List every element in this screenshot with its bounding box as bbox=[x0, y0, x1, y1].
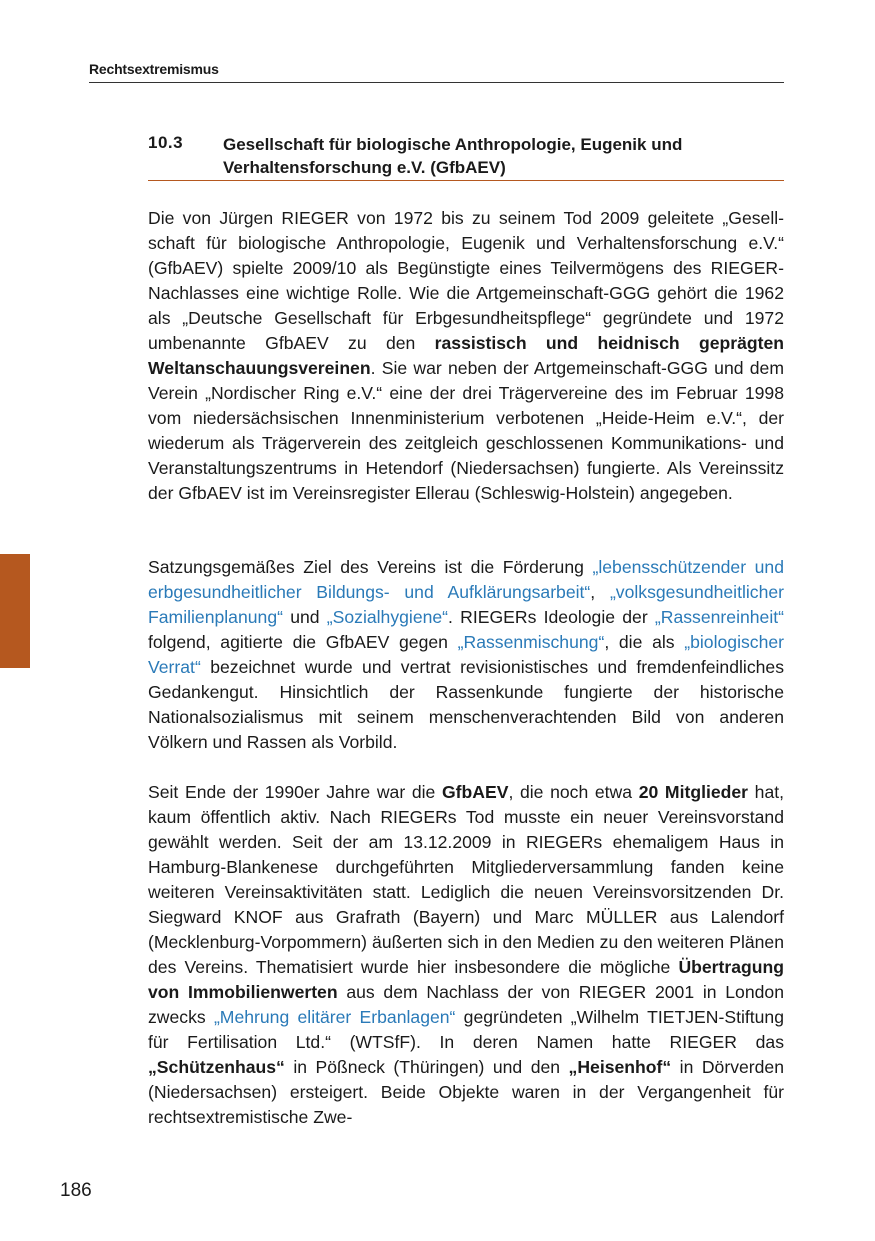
text-run: in Dörverden (Niedersachsen) ersteigert. Beide Objekte waren in der Vergangenheit für rechtsextremistische Zwe- bbox=[148, 1057, 784, 1127]
bold-run: „Schützenhaus“ bbox=[148, 1057, 285, 1077]
text-run: Die von Jürgen RIEGER von 1972 bis zu seinem Tod 2009 geleitete „Gesellschaft für biologische Anthropologie, Eugenik und Verhaltensforschung e.V.“ (GfbAEV) spielte 2009/10 als Begünstigte eines Teilvermögens des RIEGER-Nachlasses eine wichtige Rolle. Wie die Artgemeinschaft-GGG gehört die 1962 als „Deutsche Gesellschaft für Erbgesundheitspflege“ gegründete und 1972 umbenannte GfbAEV zu den bbox=[148, 208, 784, 353]
text-run: in Pößneck (Thüringen) und den bbox=[284, 1057, 569, 1077]
chapter-tab-marker bbox=[0, 554, 30, 668]
text-run: gegründeten „Wilhelm TIETJEN-Stiftung für Fertilisation Ltd.“ (WTSfF). In deren Namen hatte RIEGER das bbox=[148, 1007, 784, 1052]
bold-run: GfbAEV bbox=[441, 782, 509, 802]
section-rule bbox=[148, 180, 784, 181]
paragraph-3 bbox=[148, 780, 784, 1130]
paragraph-1 bbox=[148, 206, 784, 506]
highlight-run: „biologischer Verrat“ bbox=[148, 632, 784, 677]
text-run: . Sie war neben der Artgemeinschaft-GGG und dem Verein „Nordischer Ring e.V.“ eine der drei Trägervereine des im Februar 1998 vom niedersächsischen Innenministerium verbotenen „Heide-Heim e.V.“, der wiederum als Trägerverein des zeitgleich geschlossenen Kommunikations- und Veranstaltungszentrums in Hetendorf (Niedersachsen) fungierte. Als Vereinssitz der GfbAEV ist im Vereinsregister Ellerau (Schleswig-Holstein) angegeben. bbox=[148, 358, 784, 503]
text-run: aus dem Nachlass der von RIEGER 2001 in London zwecks bbox=[148, 982, 784, 1027]
bold-run: „Heisenhof“ bbox=[568, 1057, 672, 1077]
text-run: hat, kaum öffentlich aktiv. Nach RIEGERs Tod musste ein neuer Vereinsvorstand gewählt werden. Seit der am 13.12.2009 in RIEGERs ehemaligem Haus in Hamburg-Blankenese durchgeführten Mitgliederversammlung fanden keine weiteren Vereinsaktivitäten statt. Lediglich die neuen Vereinsvorsitzenden Dr. Siegward KNOF aus Grafrath (Bayern) und Marc MÜLLER aus Lalendorf (Mecklenburg-Vorpommern) äußerten sich in den Medien zu den weiteren Plänen des Vereins. Thematisiert wurde hier insbesondere die mögliche bbox=[148, 782, 785, 977]
highlight-run: „Rassenreinheit“ bbox=[654, 607, 784, 627]
bold-run: Übertragung von Immobilienwerten bbox=[148, 957, 784, 1002]
paragraph-2 bbox=[148, 555, 784, 755]
highlight-run: „lebensschützender und erbgesundheitlicher Bildungs- und Aufklärungsarbeit“ bbox=[148, 557, 784, 602]
header-rule bbox=[89, 82, 784, 83]
text-run: und bbox=[282, 607, 327, 627]
section-number: 10.3 bbox=[148, 133, 184, 152]
highlight-run: „Sozialhygiene“ bbox=[326, 607, 449, 627]
text-run: , die als bbox=[604, 632, 685, 652]
text-run: . RIEGERs Ideologie der bbox=[448, 607, 655, 627]
text-run: Satzungsgemäßes Ziel des Vereins ist die Förderung bbox=[148, 557, 593, 577]
text-run: Seit Ende der 1990er Jahre war die bbox=[148, 782, 442, 802]
text-run: , bbox=[590, 582, 610, 602]
highlight-run: „volksgesundheitlicher Familienplanung“ bbox=[148, 582, 785, 627]
section-title: Gesellschaft für biologische Anthropologie, Eugenik und Verhaltensforschung e.V. (GfbAEV) bbox=[223, 135, 683, 177]
bold-run: 20 Mitglieder bbox=[638, 782, 749, 802]
running-head: Rechtsextremismus bbox=[89, 61, 219, 77]
highlight-run: „Rassenmischung“ bbox=[457, 632, 605, 652]
text-run: bezeichnet wurde und vertrat revisionistisches und fremdenfeindliches Gedankengut. Hinsichtlich der Rassenkunde fungierte der historische Nationalsozialismus mit seinem menschenverachtenden Bild von anderen Völkern und Rassen als Vorbild. bbox=[148, 657, 784, 752]
page-number: 186 bbox=[60, 1180, 92, 1201]
text-run: folgend, agitierte die GfbAEV gegen bbox=[148, 632, 458, 652]
highlight-run: „Mehrung elitärer Erbanlagen“ bbox=[213, 1007, 456, 1027]
bold-run: rassistisch und heidnisch geprägten Weltanschauungsvereinen bbox=[148, 333, 784, 378]
text-run: , die noch etwa bbox=[508, 782, 639, 802]
